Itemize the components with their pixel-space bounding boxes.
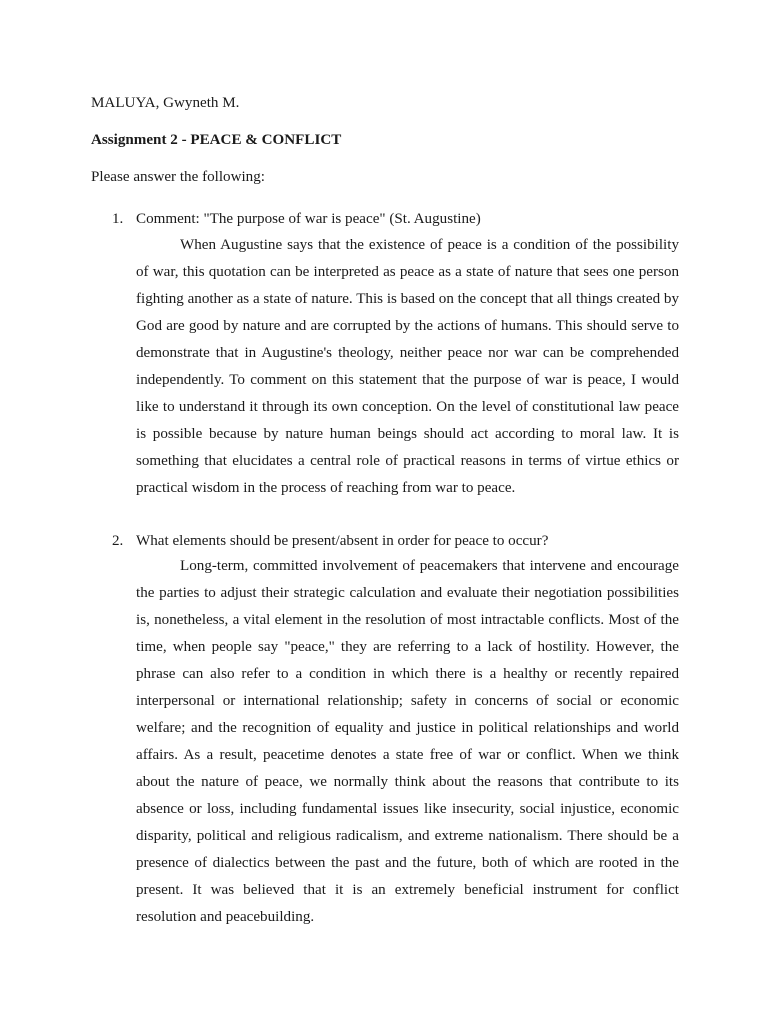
question-2-answer: Long-term, committed involvement of peacemakers that intervene and encourage the parties to adjust their strategic calculation and evaluate their negotiation possibilities is, nonetheless, a vital element in the resolution of most intractable conflicts. Most of the time, when people say "peace," they are referring to a lack of hostility. However, the phrase can also refer to a condition in which there is a healthy or recently repaired interpersonal or international relationship; safety in concerns of social or economic welfare; and the recognition of equality and justice in political relationships and world affairs. As a result, peacetime denotes a state free of war or conflict. When we think about the nature of peace, we normally think about the reasons that contribute to its absence or loss, including fundamental issues like insecurity, social injustice, economic disparity, political and religious radicalism, and extreme nationalism. There should be a presence of dialectics between the past and the future, both of which are rooted in the present. It was believed that it is an extremely beneficial instrument for conflict resolution and peacebuilding. (136, 558, 679, 925)
question-1-answer: When Augustine says that the existence of peace is a condition of the possibility of war, this quotation can be interpreted as peace as a state of nature that sees one person fighting another as a state of nature. This is based on the concept that all things created by God are good by nature and are corrupted by the actions of humans. This should serve to demonstrate that in Augustine's theology, neither peace nor war can be comprehended independently. To comment on this statement that the purpose of war is peace, I would like to understand it through its own conception. On the level of constitutional law peace is possible because by nature human beings should act according to moral law. It is something that elucidates a central role of practical reasons in terms of virtue ethics or practical wisdom in the process of reaching from war to peace. (136, 237, 679, 496)
question-2-number: 2. (112, 533, 124, 549)
question-2-prompt: What elements should be present/absent in order for peace to occur? (136, 533, 549, 549)
assignment-title: Assignment 2 - PEACE & CONFLICT (91, 132, 342, 148)
question-1-number: 1. (112, 211, 124, 227)
instructions-text: Please answer the following: (91, 169, 265, 185)
question-1-prompt: Comment: "The purpose of war is peace" (St. Augustine) (136, 211, 481, 227)
author-name: MALUYA, Gwyneth M. (91, 95, 240, 111)
